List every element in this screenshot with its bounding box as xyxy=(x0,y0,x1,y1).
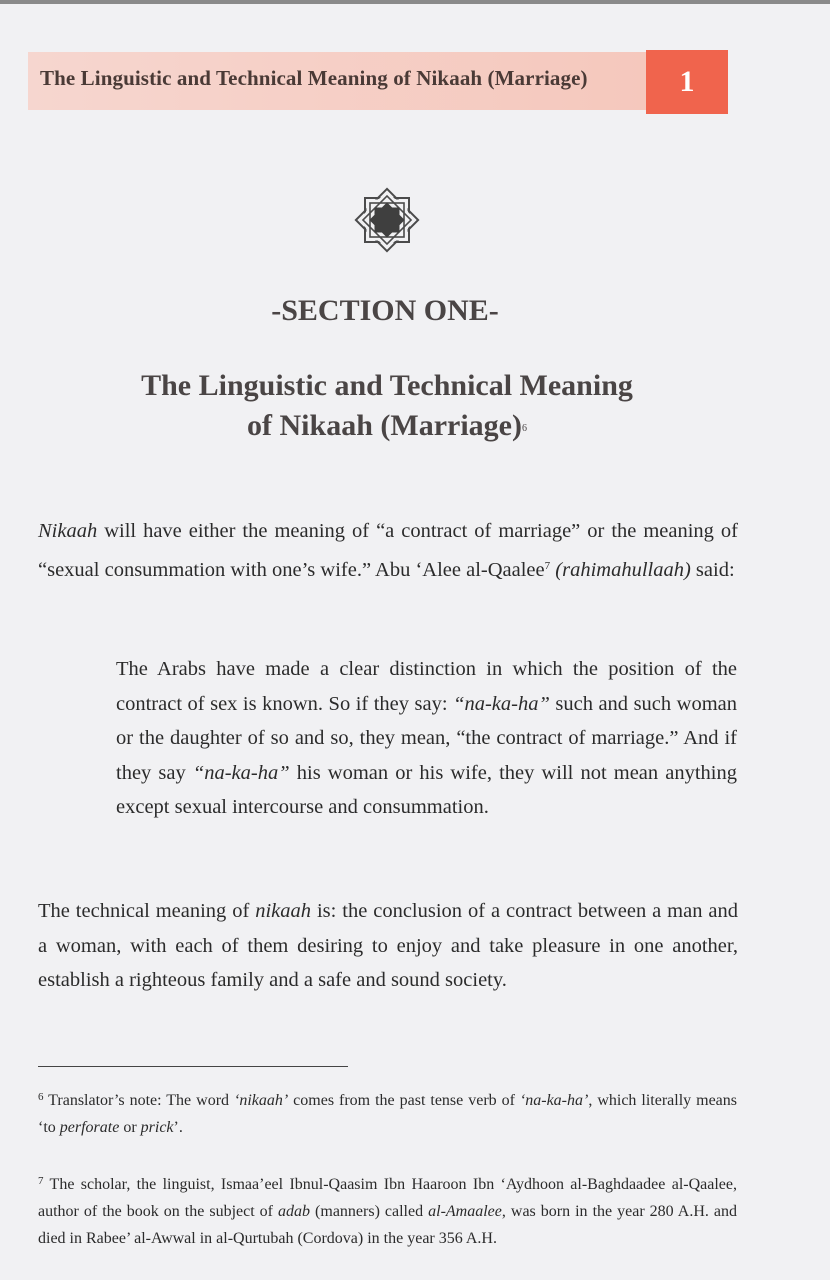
quote-text: his woman or his wife, they will not mean anything except sexual intercourse and consummation. xyxy=(116,761,737,818)
footnote-divider xyxy=(38,1066,348,1067)
footnote-text: , was born in the year 280 A.H. and died in Rabee’ al-Awwal in al-Qurtubah (Cordova) in the year 356 A.H. xyxy=(38,1203,738,1247)
paragraph-text: is: the conclusion of a contract between a man and a woman, with each of them desiring to enjoy and take pleasure in one another, establish a righteous family and a safe and sound society. xyxy=(38,900,738,991)
footnote-text: Translator’s note: The word xyxy=(43,1092,234,1109)
footnote-text: comes from the past tense verb of xyxy=(288,1092,520,1109)
footnote-number: 7 xyxy=(38,1175,44,1187)
running-header-title: The Linguistic and Technical Meaning of Nikaah (Marriage) xyxy=(40,66,588,90)
footnote-term: prick xyxy=(140,1119,174,1136)
footnote-term: ‘na-ka-ha’ xyxy=(519,1092,589,1109)
quote-text: The Arabs have made a clear distinction in which the position of the contract of sex is known. So if they say: xyxy=(116,658,737,715)
footnote-text: (manners) called xyxy=(310,1203,429,1220)
section-label: -SECTION ONE- xyxy=(271,294,499,327)
footnote-term: al-Amaalee xyxy=(428,1203,502,1220)
block-quote xyxy=(116,652,737,825)
footnote-text: The scholar, the linguist, Ismaa’eel Ibnul-Qaasim Ibn Haaroon Ibn ‘Aydhoon al-Baghdaadee al-Qaalee, author of the book on the subject of xyxy=(38,1176,737,1220)
footnote-ref-6: 6 xyxy=(521,423,527,434)
chapter-number: 1 xyxy=(679,65,695,98)
footnote-7 xyxy=(38,1168,737,1252)
term-nikaah: nikaah xyxy=(255,900,312,922)
footnote-text: , which literally means ‘to xyxy=(38,1092,737,1136)
section-title xyxy=(0,366,774,449)
page-top-edge xyxy=(0,0,830,4)
paragraph-text: will have either the meaning of “a contract of marriage” or the meaning of “sexual consummation with one’s wife.” Abu ‘Alee al-Qaalee xyxy=(38,520,738,581)
term-nikaah: Nikaah xyxy=(38,520,98,542)
honorific: (rahimahullaah) xyxy=(555,558,691,581)
quote-text: such and such woman or the daughter of so and so, they mean, “the contract of marriage.” And if they say xyxy=(116,692,737,784)
footnote-6 xyxy=(38,1084,737,1141)
paragraph-text: said: xyxy=(690,558,735,581)
section-title-line2: of Nikaah (Marriage) xyxy=(247,409,522,442)
paragraph-definition xyxy=(38,514,738,587)
footnote-ref-7: 7 xyxy=(544,559,551,572)
quote-term: “na-ka-ha” xyxy=(192,761,290,784)
paragraph-technical-meaning xyxy=(38,894,738,998)
eight-point-star-icon xyxy=(354,187,420,253)
footnote-term: perforate xyxy=(59,1119,120,1136)
paragraph-text: The technical meaning of xyxy=(38,900,256,922)
footnote-text: ’. xyxy=(173,1119,183,1136)
footnote-number: 6 xyxy=(38,1091,44,1103)
footnote-term: ‘nikaah’ xyxy=(234,1092,289,1109)
quote-term: “na-ka-ha” xyxy=(453,692,550,715)
chapter-number-badge xyxy=(646,50,728,114)
section-title-line2-wrap xyxy=(0,406,774,449)
footnote-term: adab xyxy=(278,1203,311,1220)
footnote-text: or xyxy=(119,1119,141,1136)
section-title-line1: The Linguistic and Technical Meaning xyxy=(141,369,633,402)
